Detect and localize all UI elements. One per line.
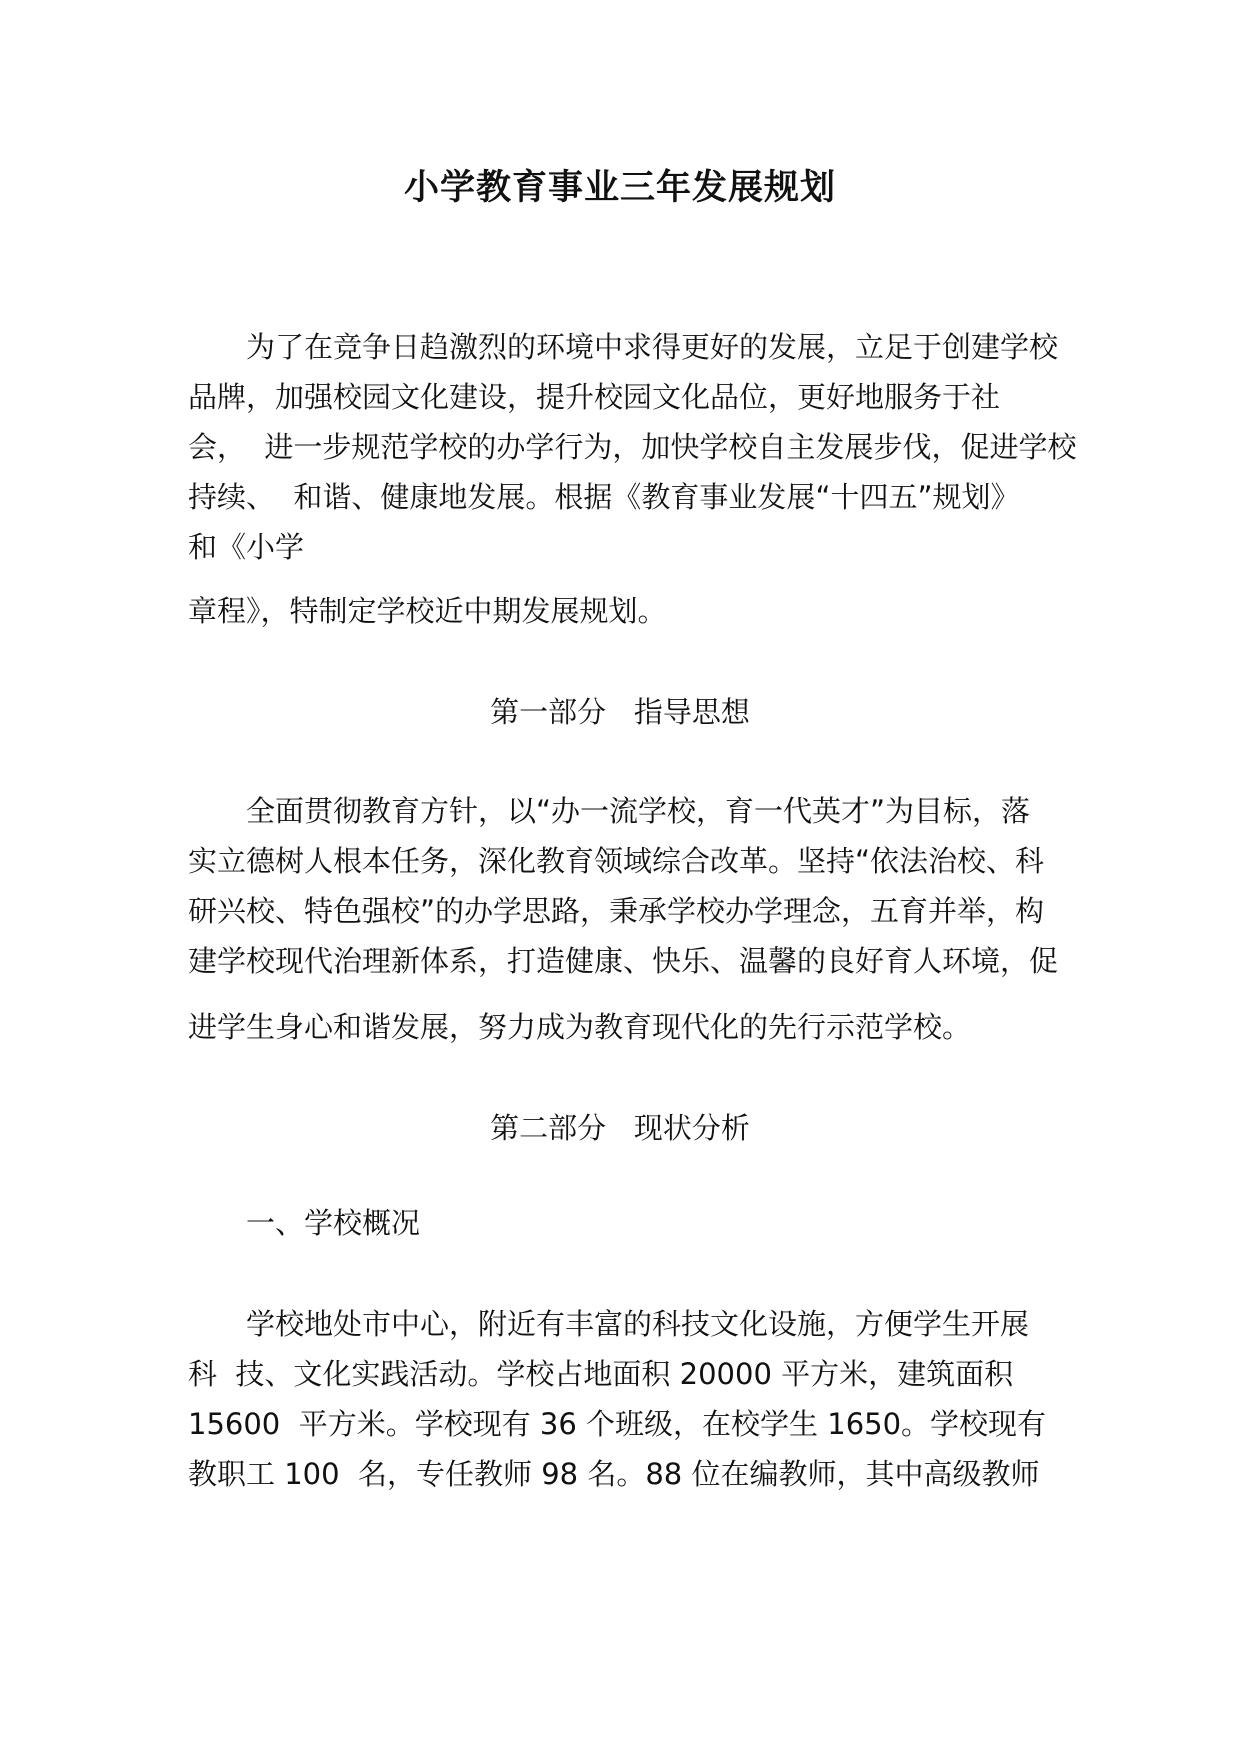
part1-line: 实立德树人根本任务，深化教育领域综合改革。坚持“依法治校、科 <box>188 844 1045 878</box>
part2-line: 学校地处市中心，附近有丰富的科技文化设施，方便学生开展 <box>246 1307 1030 1341</box>
part2-line: 科 技、文化实践活动。学校占地面积 20000 平方米，建筑面积 <box>188 1357 1014 1391</box>
intro-line: 为了在竞争日趋激烈的环境中求得更好的发展，立足于创建学校 <box>246 330 1059 364</box>
part2-line: 15600 平方米。学校现有 36 个班级，在校学生 1650。学校现有 <box>188 1407 1047 1441</box>
part1-line: 进学生身心和谐发展，努力成为教育现代化的先行示范学校。 <box>188 1010 972 1044</box>
part1-line: 研兴校、特色强校”的办学思路，秉承学校办学理念，五育并举，构 <box>188 894 1045 928</box>
part1-line: 建学校现代治理新体系，打造健康、快乐、温馨的良好育人环境，促 <box>188 944 1059 978</box>
intro-line: 持续、 和谐、健康地发展。根据《教育事业发展“十四五”规划》 <box>188 480 1020 514</box>
section-heading-part1: 第一部分 指导思想 <box>490 695 750 729</box>
intro-line: 会， 进一步规范学校的办学行为，加快学校自主发展步伐，促进学校 <box>188 430 1077 464</box>
part2-line: 教职工 100 名，专任教师 98 名。88 位在编教师，其中高级教师 <box>188 1457 1040 1491</box>
section-heading-part2: 第二部分 现状分析 <box>490 1111 750 1145</box>
document-title: 小学教育事业三年发展规划 <box>403 168 836 208</box>
intro-line: 章程》，特制定学校近中期发展规划。 <box>188 594 667 628</box>
intro-line: 品牌，加强校园文化建设，提升校园文化品位，更好地服务于社 <box>188 380 1001 414</box>
intro-line: 和《小学 <box>188 530 305 564</box>
subsection-heading: 一、学校概况 <box>246 1206 421 1240</box>
part1-line: 全面贯彻教育方针，以“办一流学校，育一代英才”为目标，落 <box>246 794 1031 828</box>
